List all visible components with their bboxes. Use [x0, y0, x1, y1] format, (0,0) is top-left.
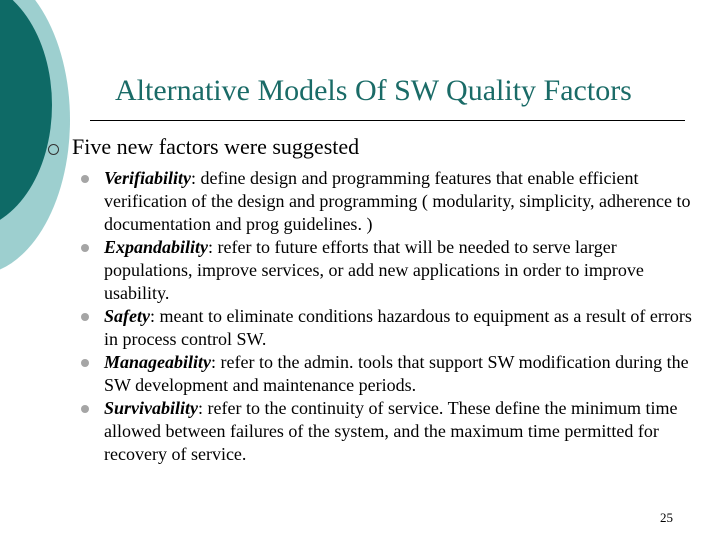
factor-term: Verifiability — [104, 168, 191, 188]
factor-separator: : — [198, 398, 204, 418]
factor-term: Safety — [104, 306, 150, 326]
factor-term: Manageability — [104, 352, 211, 372]
factor-separator: : — [211, 352, 217, 372]
factor-term: Expandability — [104, 237, 209, 257]
hollow-circle-bullet-icon — [48, 144, 59, 155]
factor-description: refer to the continuity of service. These define the minimum time allowed between failures of the system, and the maximum time permitted for recovery of service. — [104, 398, 678, 464]
factor-list — [80, 167, 700, 466]
dot-bullet-icon — [81, 313, 89, 321]
factor-description: meant to eliminate conditions hazardous to equipment as a result of errors in process control SW. — [104, 306, 692, 349]
factor-separator: : — [149, 306, 155, 326]
factor-separator: : — [208, 237, 214, 257]
list-item — [80, 305, 700, 351]
page-number: 25 — [660, 510, 673, 525]
dot-bullet-icon — [81, 244, 89, 252]
factor-description: define design and programming features that enable efficient verification of the design and programming ( modularity, simplicity, adherence to documentation and prog guidelines. ) — [104, 168, 691, 234]
dot-bullet-icon — [81, 359, 89, 367]
list-item — [80, 397, 700, 466]
list-item — [80, 236, 700, 305]
factor-description: refer to future efforts that will be needed to serve larger populations, improve services, or add new applications in order to improve usability. — [104, 237, 644, 303]
dot-bullet-icon — [81, 405, 89, 413]
factor-description: refer to the admin. tools that support SW modification during the SW development and maintenance periods. — [104, 352, 689, 395]
factor-term: Survivability — [104, 398, 198, 418]
title-divider — [90, 120, 685, 121]
list-item — [80, 351, 700, 397]
slide-title: Alternative Models Of SW Quality Factors — [115, 74, 632, 107]
intro-text: Five new factors were suggested — [72, 134, 360, 159]
factor-separator: : — [191, 168, 197, 188]
list-item — [80, 167, 700, 236]
dot-bullet-icon — [81, 175, 89, 183]
